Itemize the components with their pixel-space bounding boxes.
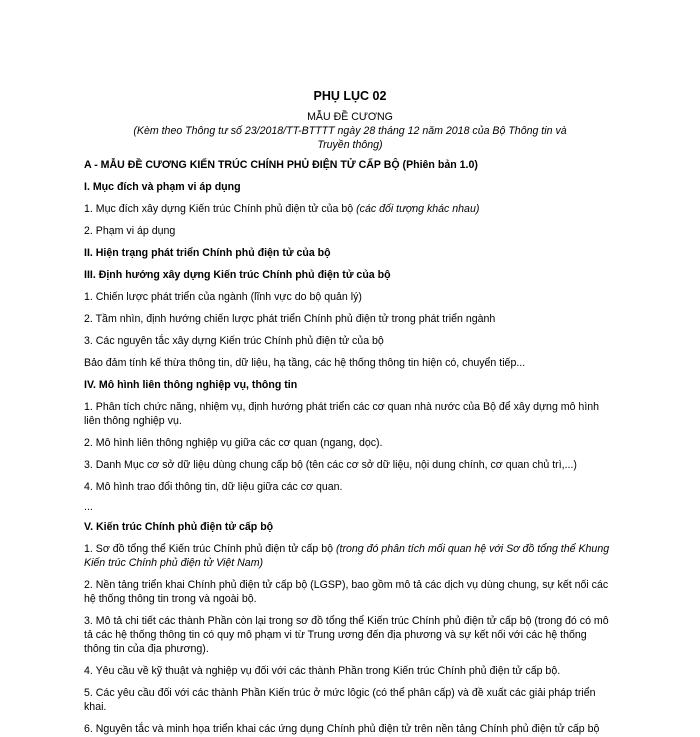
s5-item-2: 2. Nền tảng triển khai Chính phủ điện tử cấp bộ (LGSP), bao gồm mô tả các dịch vụ dùng chung, sự kết nối các hệ thống thông tin trong và ngoài bộ. (84, 578, 609, 605)
s4-item-2: 2. Mô hình liên thông nghiệp vụ giữa các cơ quan (ngang, dọc). (84, 437, 383, 449)
s1-item-1 (84, 203, 616, 217)
section-a-heading: A - MẪU ĐỀ CƯƠNG KIẾN TRÚC CHÍNH PHỦ ĐIỆN TỬ CẤP BỘ (Phiên bản 1.0) (84, 159, 478, 172)
s2-heading: II. Hiện trạng phát triển Chính phủ điện tử của bộ (84, 247, 331, 260)
s5-item-3: 3. Mô tả chi tiết các thành Phần còn lại trong sơ đồ tổng thể Kiến trúc Chính phủ điện tử cấp bộ (trong đó có mô tả các hệ thống thông tin có quy mô phạm vi từ Trung ương đến địa phương và sự kết nối với các hệ thống thông tin của địa phương). (84, 614, 609, 655)
s5-item-5: 5. Các yêu cầu đối với các thành Phần Kiến trúc ở mức lôgic (có thể phân cấp) và đề xuất các giải pháp triển khai. (84, 686, 596, 713)
s5-item-1-italic: (trong đó phân tích mối quan hệ với Sơ đồ tổng thể Khung Kiến trúc Chính phủ điện tử Việt Nam) (84, 542, 610, 569)
s4-heading: IV. Mô hình liên thông nghiệp vụ, thông tin (84, 379, 298, 392)
doc-title: PHỤ LỤC 02 (313, 89, 387, 103)
doc-note: (Kèm theo Thông tư số 23/2018/TT-BTTTT ngày 28 tháng 12 năm 2018 của Bộ Thông tin và Truyền thông) (133, 125, 567, 152)
doc-subtitle: MẪU ĐỀ CƯƠNG (307, 110, 393, 123)
s1-item-1-italic: (các đối tượng khác nhau) (356, 203, 480, 216)
s3-item-3: 3. Các nguyên tắc xây dựng Kiến trúc Chính phủ điện tử của bộ (84, 335, 384, 348)
s1-item-1-text: 1. Mục đích xây dựng Kiến trúc Chính phủ điện tử của bộ (84, 203, 357, 216)
s4-item-3: 3. Danh Mục cơ sở dữ liệu dùng chung cấp bộ (tên các cơ sở dữ liệu, nội dung chính, cơ quan chủ trì,...) (84, 458, 577, 471)
s4-item-4: 4. Mô hình trao đổi thông tin, dữ liệu giữa các cơ quan. (84, 480, 343, 493)
s1-item-2: 2. Phạm vi áp dụng (84, 225, 176, 238)
s5-item-1 (84, 543, 616, 571)
s3-item-2: 2. Tầm nhìn, định hướng chiến lược phát triển Chính phủ điện tử trong phát triển ngành (84, 313, 496, 326)
s5-item-4: 4. Yêu cầu về kỹ thuật và nghiệp vụ đối với các thành Phần trong Kiến trúc Chính phủ điện tử cấp bộ. (84, 664, 561, 677)
s5-item-1-text: 1. Sơ đồ tổng thể Kiến trúc Chính phủ điện tử cấp bộ (84, 542, 336, 555)
s1-heading: I. Mục đích và phạm vi áp dụng (84, 181, 241, 194)
s5-heading: V. Kiến trúc Chính phủ điện tử cấp bộ (84, 520, 274, 533)
s5-item-6: 6. Nguyên tắc và minh họa triển khai các ứng dụng Chính phủ điện tử trên nền tảng Chính phủ điện tử cấp bộ (84, 722, 600, 735)
s4-item-1: 1. Phân tích chức năng, nhiệm vụ, định hướng phát triển các cơ quan nhà nước của Bộ để xây dựng mô hình liên thông nghiệp vụ. (84, 401, 600, 428)
s4-ellipsis: ... (84, 500, 93, 513)
s3-paragraph: Bảo đảm tính kế thừa thông tin, dữ liệu, hạ tầng, các hệ thống thông tin hiện có, chuyển tiếp... (84, 357, 526, 370)
s3-heading: III. Định hướng xây dựng Kiến trúc Chính phủ điện tử của bộ (84, 269, 391, 282)
s3-item-1: 1. Chiến lược phát triển của ngành (lĩnh vực do bộ quản lý) (84, 291, 362, 304)
